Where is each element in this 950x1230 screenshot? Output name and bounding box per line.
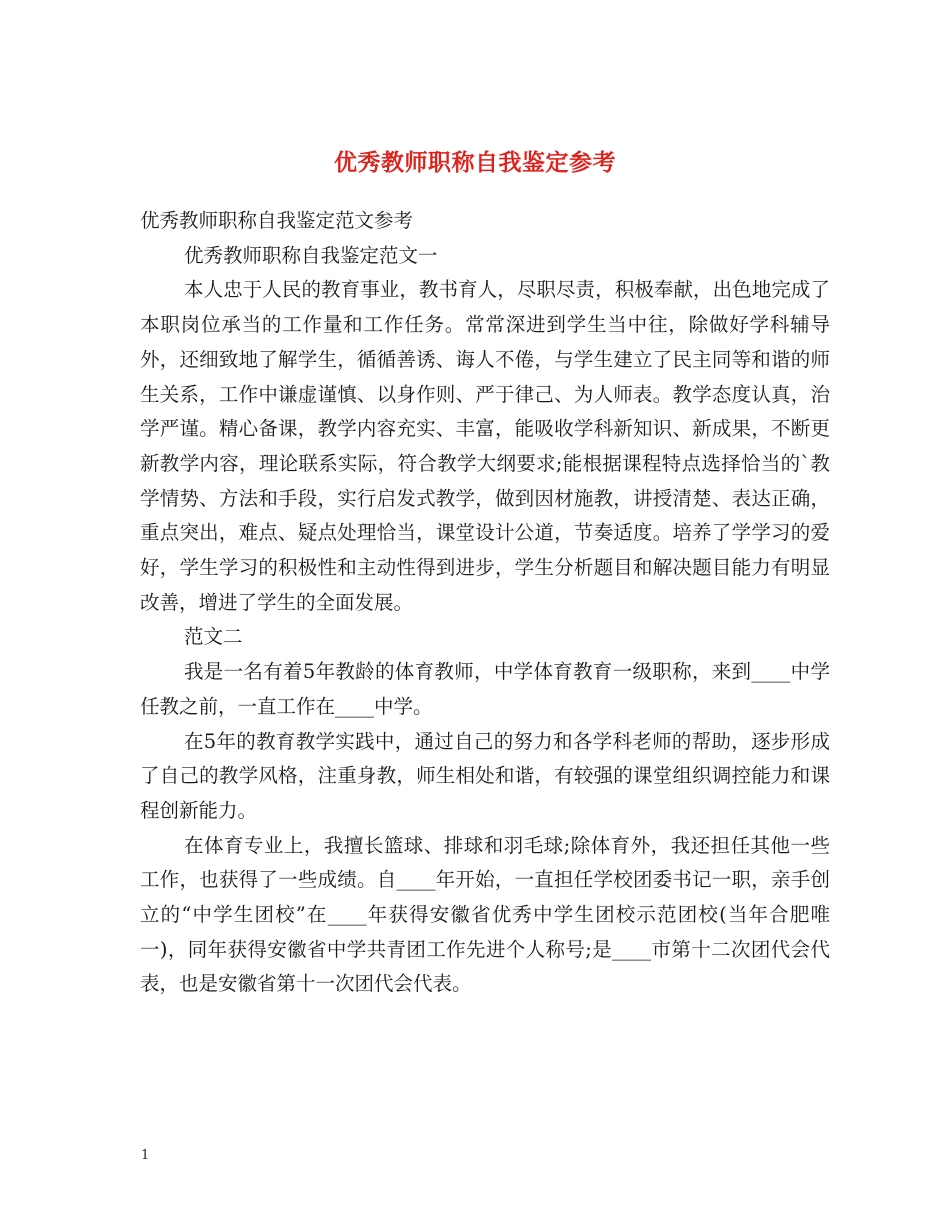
paragraph-sample-two-teaching: 在5年的教育教学实践中，通过自己的努力和各学科老师的帮助，逐步形成了自己的教学风格，注重身教，师生相处和谐，有较强的课堂组织调控能力和课程创新能力。	[140, 729, 830, 822]
paragraph-sample-two-achievements: 在体育专业上，我擅长篮球、排球和羽毛球;除体育外，我还担任其他一些工作，也获得了一些成绩。自____年开始，一直担任学校团委书记一职，亲手创立的“中学生团校”在____年获得安徽省优秀中学生团校示范团校(当年合肥唯一)，同年获得安徽省中学共青团工作先进个人称号;是____市第十二次团代会代表，也是安徽省第十一次团代会代表。	[140, 833, 830, 996]
page-title: 优秀教师职称自我鉴定参考	[334, 149, 616, 177]
paragraph-heading-sample-one: 优秀教师职称自我鉴定范文一	[184, 243, 438, 267]
document-body	[140, 204, 830, 1002]
paragraph-sample-one-body: 本人忠于人民的教育事业，教书育人，尽职尽责，积极奉献，出色地完成了本职岗位承当的工作量和工作任务。常常深进到学生当中往，除做好学科辅导外，还细致地了解学生，循循善诱、诲人不倦，与学生建立了民主同等和谐的师生关系，工作中谦虚谨慎、以身作则、严于律己、为人师表。教学态度认真，治学严谨。精心备课，教学内容充实、丰富，能吸收学科新知识、新成果，不断更新教学内容，理论联系实际，符合教学大纲要求;能根据课程特点选择恰当的`教学情势、方法和手段，实行启发式教学，做到因材施教，讲授清楚、表达正确，重点突出，难点、疑点处理恰当，课堂设计公道，节奏适度。培养了学学习的爱好，学生学习的积极性和主动性得到进步，学生分析题目和解决题目能力有明显改善，增进了学生的全面发展。	[140, 278, 830, 614]
paragraph-sample-two-intro: 我是一名有着5年教龄的体育教师，中学体育教育一级职称，来到____中学任教之前，一直工作在____中学。	[140, 660, 830, 718]
paragraph-heading-sample-two: 范文二	[184, 625, 243, 649]
page-number: 1	[141, 1148, 150, 1163]
paragraph-subtitle: 优秀教师职称自我鉴定范文参考	[140, 209, 414, 232]
